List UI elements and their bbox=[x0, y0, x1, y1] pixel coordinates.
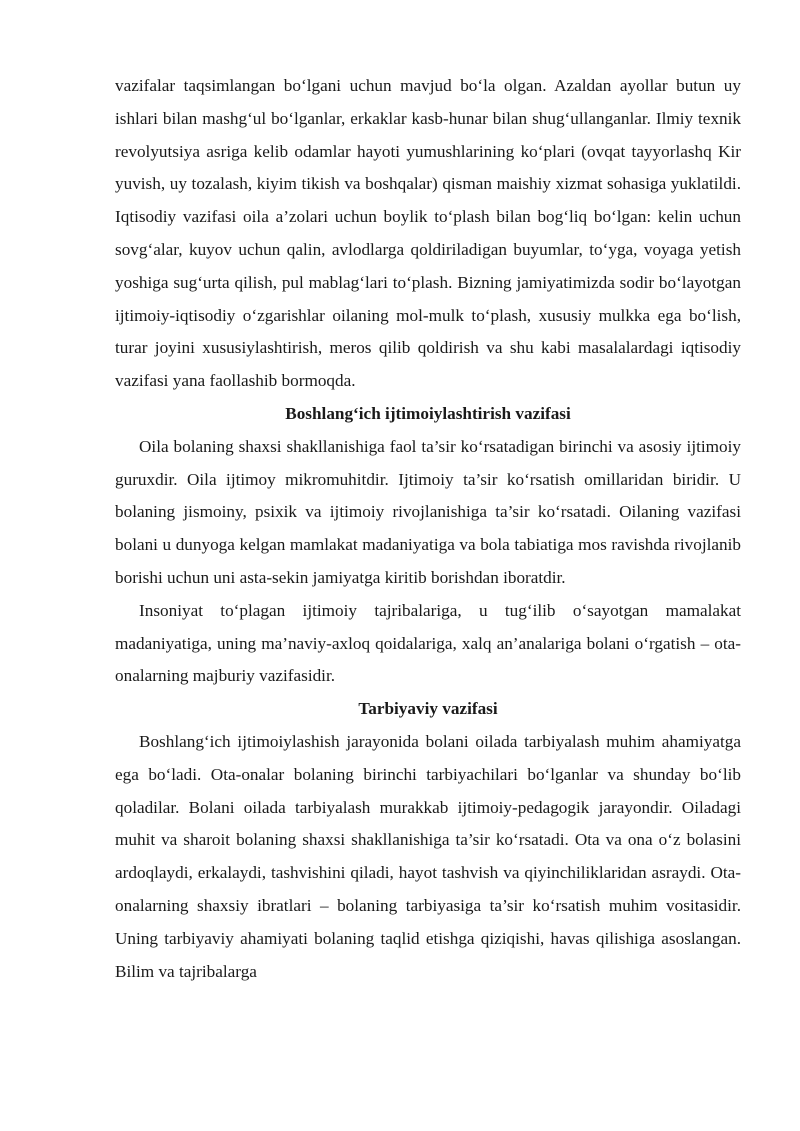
document-page bbox=[115, 70, 741, 988]
heading-primary-socialization: Boshlang‘ich ijtimoiylashtirish vazifasi bbox=[285, 403, 571, 423]
paragraph-parents-duty: Insoniyat to‘plagan ijtimoiy tajribalariga, u tug‘ilib o‘sayotgan mamalakat madaniyatiga, uning ma’naviy-axloq qoidalariga, xalq an’analariga bolani o‘rgatish – ota-onalarning majburiy vazifasidir. bbox=[115, 600, 741, 686]
paragraph-upbringing: Boshlang‘ich ijtimoiylashish jarayonida bolani oilada tarbiyalash muhim ahamiyatga ega bo‘ladi. Ota-onalar bolaning birinchi tarbiyachilari bo‘lganlar va shunday bo‘lib qoladilar. Bolani oilada tarbiyalash murakkab ijtimoiy-pedagogik jarayondir. Oiladagi muhit va sharoit bolaning shaxsi shakllanishiga ta’sir ko‘rsatadi. Ota va ona o‘z bolasini ardoqlaydi, erkalaydi, tashvishini qiladi, hayot tashvish va qiyinchiliklaridan asraydi. Ota-onalarning shaxsiy ibratlari – bolaning tarbiyasiga ta’sir ko‘rsatish muhim vositasidir. Uning tarbiyaviy ahamiyati bolaning taqlid etishga qiziqishi, havas qilishiga asoslangan. Bilim va tajribalarga bbox=[115, 731, 741, 981]
heading-educational-function: Tarbiyaviy vazifasi bbox=[358, 699, 498, 719]
paragraph-economic-function: vazifalar taqsimlangan bo‘lgani uchun mavjud bo‘la olgan. Azaldan ayollar butun uy ishlari bilan mashg‘ul bo‘lganlar, erkaklar kasb-hunar bilan shug‘ullanganlar. Ilmiy texnik revolyutsiya asriga kelib odamlar hayoti yumushlarining ko‘plari (ovqat tayyorlashq Kir yuvish, uy tozalash, kiyim tikish va boshqalar) qisman maishiy xizmat sohasiga yuklatildi. Iqtisodiy vazifasi oila a’zolari uchun boylik to‘plash bilan bog‘liq bo‘lgan: kelin uchun sovg‘alar, kuyov uchun qalin, avlodlarga qoldiriladigan buyumlar, to‘yga, voyaga yetish yoshiga sug‘urta qilish, pul mablag‘lari to‘plash. Bizning jamiyatimizda sodir bo‘layotgan ijtimoiy-iqtisodiy o‘zgarishlar oilaning mol-mulk to‘plash, xususiy mulkka ega bo‘lish, turar joyini xususiylashtirish, meros qilib qoldirish va shu kabi masalalardagi iqtisodiy vazifasi yana faollashib bormoqda. bbox=[115, 76, 741, 391]
paragraph-family-social-group: Oila bolaning shaxsi shakllanishiga faol ta’sir ko‘rsatadigan birinchi va asosiy ijtimoiy guruxdir. Oila ijtimoy mikromuhitdir. Ijtimoiy ta’sir ko‘rsatish omillaridan biridir. U bolaning jismoiny, psixik va ijtimoiy rivojlanishiga ta’sir ko‘rsatadi. Oilaning vazifasi bolani u dunyoga kelgan mamlakat madaniyatiga va bola tabiatiga mos ravishda rivojlanib borishi uchun uni asta-sekin jamiyatga kiritib borishdan iboratdir. bbox=[115, 436, 741, 587]
